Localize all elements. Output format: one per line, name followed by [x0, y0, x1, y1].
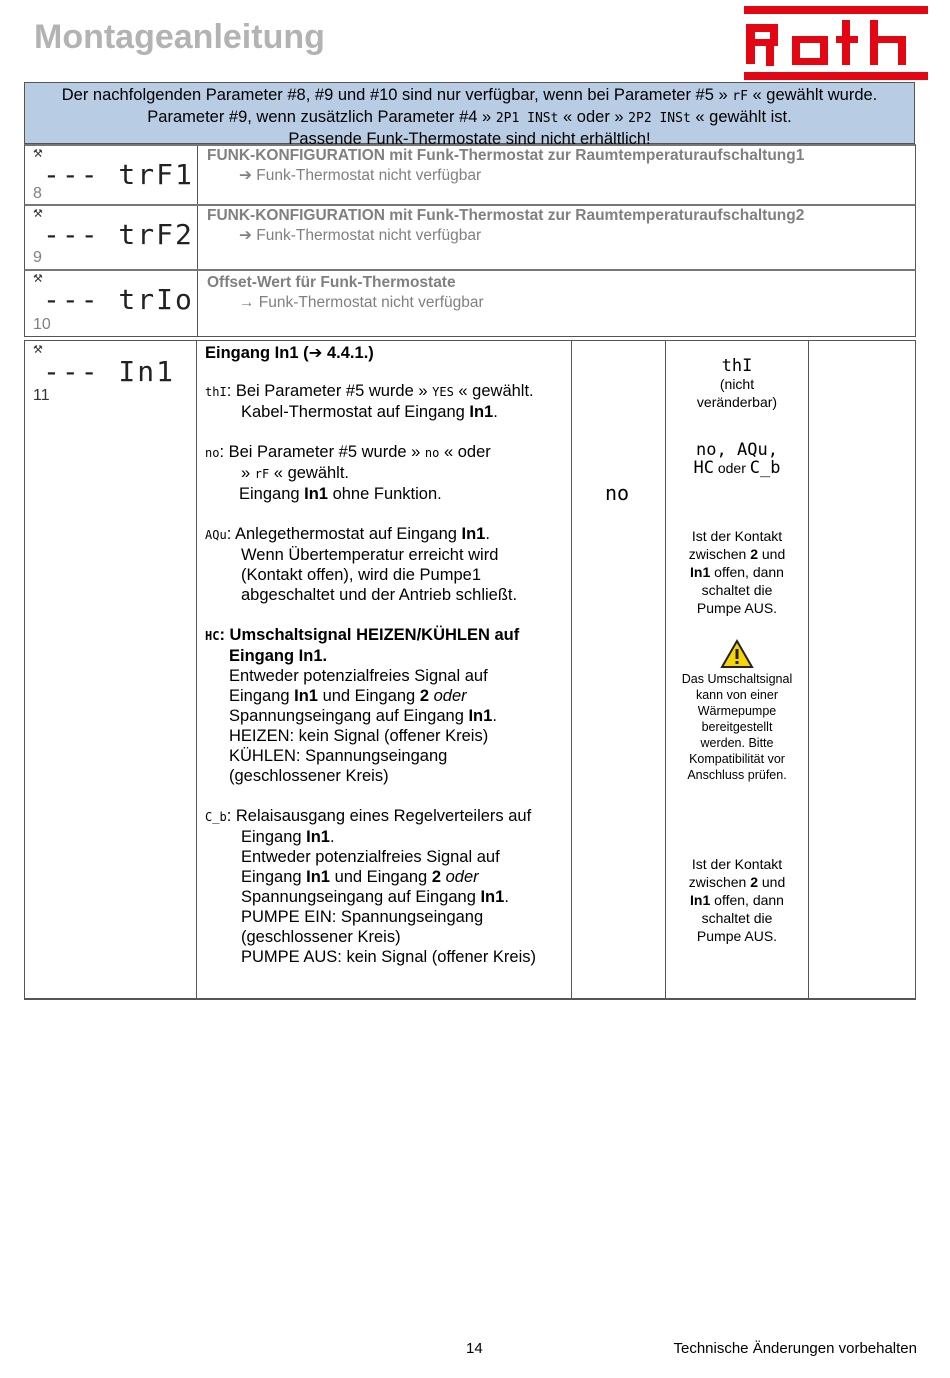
wrench-icon: ⚒	[33, 344, 43, 356]
lcd-display: --- trF1	[43, 158, 194, 191]
param-row-10	[24, 269, 916, 337]
param-row-9	[24, 204, 916, 270]
param-note: ➔ Funk-Thermostat nicht verfügbar	[239, 167, 482, 184]
roth-logo	[744, 6, 928, 80]
lcd-display: --- trF2	[43, 218, 194, 251]
option-thi-note: thI (nicht veränderbar)	[696, 356, 778, 410]
page-title: Montageanleitung	[34, 18, 325, 56]
param-note: ➔ Funk-Thermostat nicht verfügbar	[239, 227, 482, 244]
param-number: 8	[33, 185, 42, 202]
warning-icon	[720, 639, 754, 669]
hc-warning: Das Umschaltsignal kann von einer Wärmepumpe bereitgestellt werden. Bitte Kompatibilität vor Anschluss prüfen.	[666, 639, 808, 783]
param-number: 11	[33, 387, 50, 404]
param-title: Offset-Wert für Funk-Thermostate	[207, 274, 456, 291]
notice-line-2: Parameter #9, wenn zusätzlich Parameter #4 » 2P1 INSt « oder » 2P2 INSt « gewählt ist.	[147, 108, 792, 126]
aqu-note: Ist der Kontakt zwischen 2 und In1 offen, dann schaltet die Pumpe AUS.	[688, 528, 786, 616]
wrench-icon: ⚒	[33, 273, 43, 285]
footer-note: Technische Änderungen vorbehalten	[673, 1340, 917, 1357]
wrench-icon: ⚒	[33, 208, 43, 220]
param-table-11	[24, 340, 916, 1000]
param-heading: Eingang In1 (➔ 4.4.1.)	[205, 344, 374, 362]
lcd-display: --- In1	[43, 355, 176, 388]
availability-notice	[24, 82, 915, 148]
notice-line-1: Der nachfolgenden Parameter #8, #9 und #10 sind nur verfügbar, wenn bei Parameter #5 » rF « gewählt wurde.	[61, 86, 878, 104]
param-title: FUNK-KONFIGURATION mit Funk-Thermostat zur Raumtemperaturaufschaltung1	[207, 147, 805, 164]
param-row-8	[24, 144, 916, 206]
param-note: → Funk-Thermostat nicht verfügbar	[239, 294, 484, 311]
default-value: no	[605, 481, 630, 505]
lcd-display: --- trIo	[43, 283, 194, 316]
wrench-icon: ⚒	[33, 148, 43, 160]
notice-line-3: Passende Funk-Thermostate sind nicht erhältlich!	[288, 130, 651, 148]
param-number: 10	[33, 316, 51, 333]
param-number: 9	[33, 249, 42, 266]
param-description: Eingang In1 (➔ 4.4.1.) thI: Bei Parameter #5 wurde » YES « gewählt. Kabel-Thermostat auf Eingang In1. no: Bei Parameter #5 wurde » no « oder » rF « gewählt. Eingang In1 ohne Funktion. AQu: Anlegethermostat auf Eingang In1. Wenn Übertemperatur erreicht wird (Kontakt offen), wird die Pumpe1 abgeschaltet und der Antrieb schließt. HC: Umschaltsignal HEIZEN/KÜHLEN auf Eingang In1. Entweder potenzialfreies Signal auf Eingang In1 und Eingang 2 oder Spannungseingang auf Eingang In1. HEIZEN: kein Signal (offener Kreis) KÜHLEN: Spannungseingang (geschlossener Kreis) C_b: Relaisausgang eines Regelverteilers auf Eingang In1. Entweder potenzialfreies Signal auf Eingang In1 und Eingang 2 oder Spannungseingang auf Eingang In1. PUMPE EIN: Spannungseingang (geschlossener Kreis) PUMPE AUS: kein Signal (offener Kreis)	[205, 344, 536, 966]
option-range: no, AQu, HC oder C_b	[693, 440, 781, 478]
page-number: 14	[466, 1340, 483, 1357]
param-title: FUNK-KONFIGURATION mit Funk-Thermostat zur Raumtemperaturaufschaltung2	[207, 207, 805, 224]
cb-note: Ist der Kontakt zwischen 2 und In1 offen, dann schaltet die Pumpe AUS.	[688, 856, 786, 944]
